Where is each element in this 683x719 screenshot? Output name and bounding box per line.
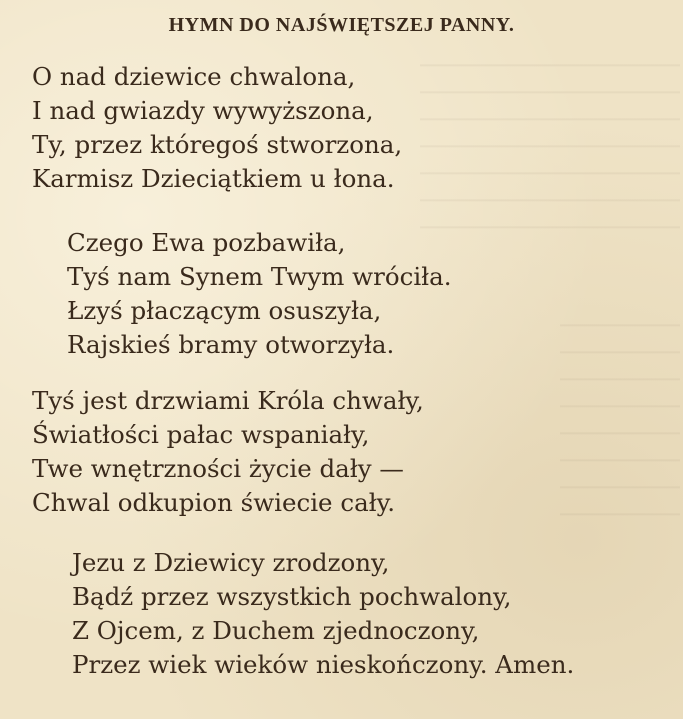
verse-line: Czego Ewa pozbawiła, (67, 228, 346, 257)
verse-line: Z Ojcem, z Duchem zjednoczony, (72, 616, 480, 645)
verse-line: Twe wnętrzności życie dały — (32, 454, 404, 483)
verse-line: I nad gwiazdy wywyższona, (32, 96, 374, 125)
verse-line: Bądź przez wszystkich pochwalony, (72, 582, 512, 611)
stanza-1 (32, 60, 402, 196)
verse-line: O nad dziewice chwalona, (32, 62, 356, 91)
verse-line: Tyś jest drzwiami Króla chwały, (32, 386, 424, 415)
verse-line: Tyś nam Synem Twym wróciła. (67, 262, 452, 291)
verse-line: Łzyś płaczącym osuszyła, (67, 296, 382, 325)
stanza-2 (67, 226, 452, 362)
verse-line: Chwal odkupion świecie cały. (32, 488, 395, 517)
verse-line: Przez wiek wieków nieskończony. Amen. (72, 650, 575, 679)
show-through-texture (560, 300, 680, 540)
verse-line: Światłości pałac wspaniały, (32, 420, 370, 449)
show-through-texture (420, 40, 680, 240)
verse-line: Rajskieś bramy otworzyła. (67, 330, 395, 359)
verse-line: Jezu z Dziewicy zrodzony, (72, 548, 390, 577)
verse-line: Ty, przez któregoś stworzona, (32, 130, 403, 159)
verse-line: Karmisz Dzieciątkiem u łona. (32, 164, 395, 193)
hymn-title: HYMN DO NAJŚWIĘTSZEJ PANNY. (168, 14, 515, 36)
stanza-4 (72, 546, 574, 682)
stanza-3 (32, 384, 424, 520)
